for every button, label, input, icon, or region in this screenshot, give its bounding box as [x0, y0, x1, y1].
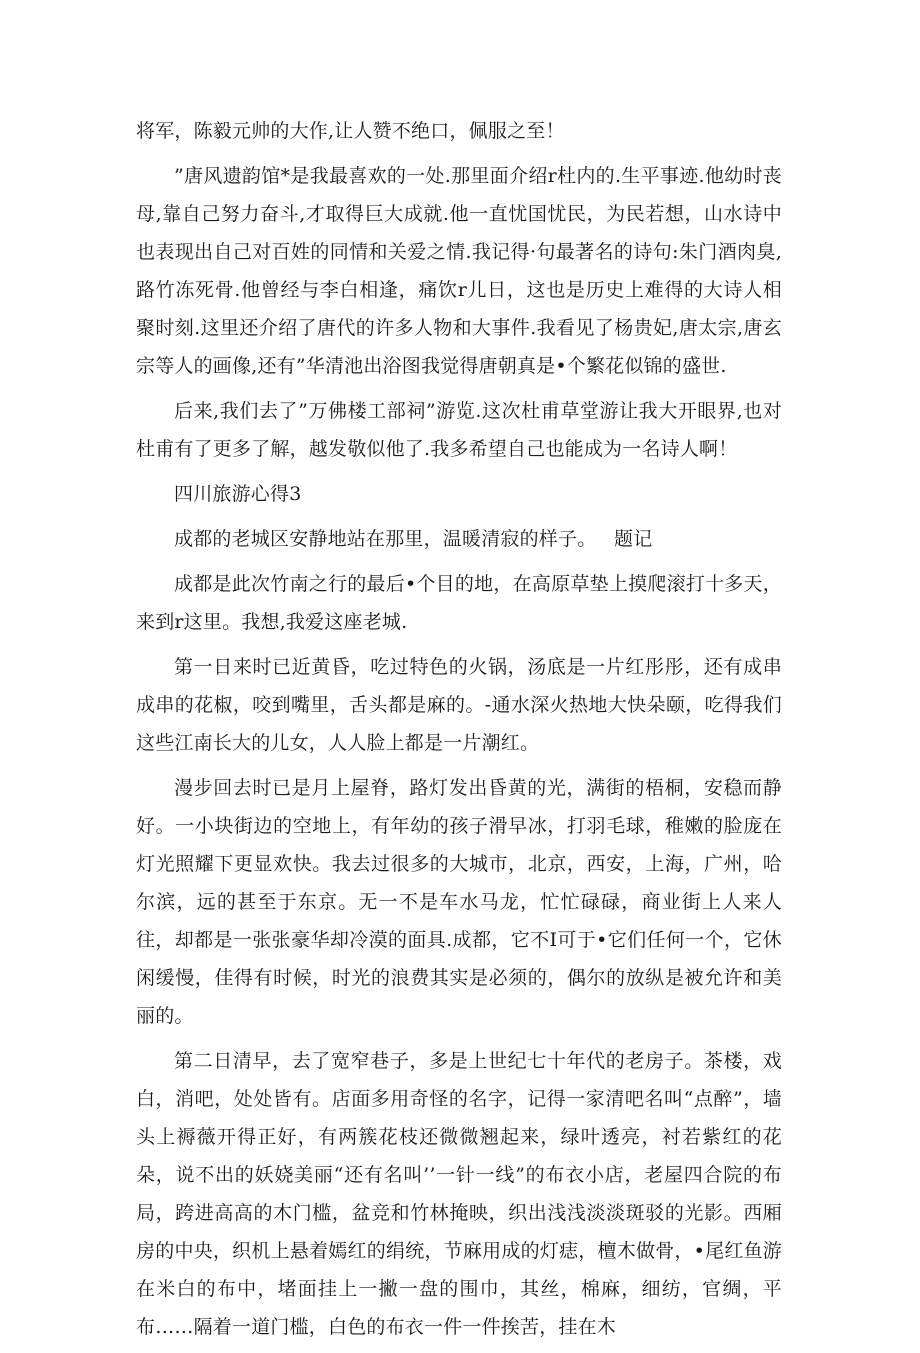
paragraph-7: 第二日清早，去了宽窄巷子，多是上世纪七十年代的老房子。茶楼，戏白，消吧，处处皆有。店面多用奇怪的名字，记得一家清吧名叫“点醉”，墙头上褥薇开得正好，有两簇花枝还微微翘起来，绿叶透亮，衬若紫红的花朵，说不出的妖娆美丽“还有名叫’’一针一线”的布衣小店，老屋四合院的布局，跨进高高的木门槛，盆竞和竹林掩映，织出浅浅淡淡斑驳的光影。西厢房的中央，织机上悬着嫣红的绢统，节麻用成的灯痣，檀木做骨，•尾红鱼游在米白的布中，堵面挂上一撇一盘的围巾，其丝，棉麻，细纺，官绸，平布……隔着一道门槛，白色的布衣一件一件挨苦，挂在木	[136, 1050, 782, 1338]
paragraph-1: 将军，陈毅元帅的大作,让人赞不绝口，佩服之至！	[136, 120, 565, 142]
paragraph-3: 后来,我们去了”万佛楼工部祠”游览.这次杜甫草堂游让我大开眼界,也对杜甫有了更多了解，越发敬似他了.我多希望自己也能成为一名诗人啊！	[136, 400, 782, 460]
section-heading: 四川旅游心得3	[174, 483, 302, 505]
epigraph	[136, 520, 782, 558]
paragraph-6: 漫步回去时已是月上屋脊，路灯发出昏黄的光，满街的梧桐，安稳而静好。一小块街边的空地上，有年幼的孩子滑早冰，打羽毛球，稚嫩的脸庞在灯光照耀下更显欢快。我去过很多的大城市，北京，西安，上海，广州，哈尔滨，远的甚至于东京。无一不是车水马龙，忙忙碌碌，商业街上人来人往，却都是一张张豪华却冷漠的面具.成都，它不I可于•它们任何一个，它休闲缓慢，佳得有时候，时光的浪费其实是必须的，偶尔的放纵是被允许和美丽的。	[136, 777, 782, 1027]
paragraph-2: ”唐风遗韵馆*是我最喜欢的一处.那里面介绍r杜内的.生平事迹.他幼时丧母,靠自己努力奋斗,才取得巨大成就.他一直忧国忧民，为民若想，山水诗中也表现出自己对百姓的同情和关爱之情.我记得·句最著名的诗句:朱门酒肉臭,路竹冻死骨.他曾经与李白相逢，痛饮r儿日，这也是历史上难得的大诗人相聚时刻.这里还介绍了唐代的许多人物和大事件.我看见了杨贵妃,唐太宗,唐玄宗等人的画像,还有”华清池出浴图我觉得唐朝真是•个繁花似锦的盛世.	[136, 165, 782, 377]
paragraph-4: 成都是此次竹南之行的最后•个目的地，在高原草垫上摸爬滚打十多天，来到r这里。我想,我爱这座老城.	[136, 573, 782, 633]
paragraph-5: 第一日来时已近黄昏，吃过特色的火锅，汤底是一片红彤彤，还有成串成串的花椒，咬到嘴里，舌头都是麻的。-通水深火热地大快朵颐，吃得我们这些江南长大的儿女，人人脸上都是一片潮红。	[136, 656, 782, 754]
document-body	[136, 112, 782, 1353]
epigraph-text: 成都的老城区安静地站在那里，温暖清寂的样子。	[174, 528, 597, 550]
epigraph-note: 题记	[614, 528, 653, 550]
